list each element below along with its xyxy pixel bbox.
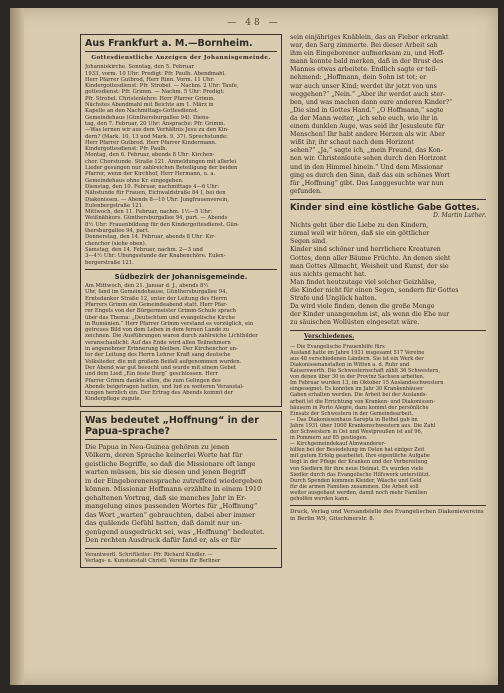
text-line: Samstag, den 14. Februar, nachm. 2—3 und bbox=[85, 246, 203, 253]
text-line: Jahre 1931 über 1000 Krankenschwestern aus. Die Zahl bbox=[290, 422, 436, 429]
publisher-line: Verlags- u. Kunstanstalt Christl. Vereins für Berliner bbox=[85, 557, 221, 564]
kinder-body bbox=[290, 222, 486, 327]
divider bbox=[85, 269, 277, 270]
text-line: rer Engels von der Bürgermeister Grimm-Schule sprach bbox=[85, 308, 237, 315]
text-line: Kapelle an den Nachmittags-Gottesdienst. bbox=[85, 108, 199, 115]
text-line: geistliche Begriffe, so daß die Missionare oft lange bbox=[85, 459, 256, 468]
text-line: eingesegnet. Es konnten im Jahr 30 Krankenhäuser bbox=[290, 386, 424, 393]
text-line: tag, den 7. Februar, 20 Uhr: Ansprache: Pfr. Grimm. bbox=[85, 120, 226, 127]
text-line: Weißnähkurs. Günthersburgallee 94, part. — Abends bbox=[85, 215, 228, 222]
text-line: das quälende Gefühl hatten, daß damit nur un- bbox=[85, 519, 243, 528]
text-line: da der Mann weiter, „ich sehe euch, wie ihr in bbox=[290, 114, 438, 122]
text-line: —Was lernen wir aus dem Verhältnis Jesu zu den Kin- bbox=[85, 127, 229, 134]
text-line: die Kinder nicht für einen Segen, sondern für Gottes bbox=[290, 286, 459, 294]
text-line: in der Eingeborenensprache zutreffend wiedergeben bbox=[85, 476, 263, 485]
hoffnung-title: Was bedeutet „Hoffnung“ in der Papua-sprache? bbox=[85, 415, 277, 440]
text-line: über das Thema: „Deutschtum und evangelische Kirche bbox=[85, 314, 235, 321]
text-line: 1933, vorm. 10 Uhr: Predigt: Pfr. Paulh. Abendmahl. bbox=[85, 70, 226, 77]
text-line: mangelung eines passenden Wortes für „Hoffnung“ bbox=[85, 502, 258, 511]
kinder-heading: Kinder sind eine köstliche Gabe Gottes. bbox=[290, 202, 480, 213]
frankfurt-title: Aus Frankfurt a. M.—Bornheim. bbox=[85, 38, 277, 52]
text-line: Gaben erhalten werden. Die Arbeit bei der Auslands- bbox=[290, 392, 428, 399]
text-line: tungen herzlich ein. Der Ertrag des Abends kommt der bbox=[85, 390, 234, 397]
text-line: Die Papua in Neu-Guinea gehören zu jenen bbox=[85, 442, 230, 451]
text-line: Im Februar wurden 13, im Oktober 15 Auslandsschwestern bbox=[290, 380, 444, 387]
text-line: Diakonissenanstalten in Witten a. d. Ruhr und bbox=[290, 361, 410, 368]
text-line: Menschen! Ihr habt andere Herzen als wir. Aber bbox=[290, 131, 445, 139]
text-line: geholfen werden kann. bbox=[290, 496, 350, 503]
text-line: dern? (Mark. 10, 13 und Mark. 9, 37). Sprechstunde: bbox=[85, 133, 228, 140]
text-line: thersburgallee 94, part. bbox=[85, 228, 150, 235]
text-line: Nähstunde für Frauen, Eichwaldstraße 84 I, bei den bbox=[85, 190, 226, 197]
text-line: und dem Lied „Ein feste Burg“ geschlossen. Herr bbox=[85, 371, 219, 378]
text-line: weiter ausgebaut werden, damit noch mehr Familien bbox=[290, 489, 428, 496]
kinder-author: D. Martin Luther. bbox=[433, 211, 486, 219]
south-title: Südbezirk der Johannisgemeinde. bbox=[114, 272, 248, 281]
right-column bbox=[290, 34, 486, 522]
text-line: in Rumänien.“ Herr Pfarrer Grimm verstand es vorzüglich, ein bbox=[85, 320, 254, 327]
text-line: Herr Pfarrer Gutbrod, Herr Rinn. Vorm. 11 Uhr: bbox=[85, 76, 215, 83]
text-line: arbeit ist die Errichtung von Kranken- und Diakonissen- bbox=[290, 398, 435, 405]
text-line: häusern in Porto Alegre, dazu kommt der persönliche bbox=[290, 404, 429, 411]
text-line: — Kirchgemeindekauf Almwanderer- bbox=[290, 441, 386, 448]
text-line: genügend ausgedrückt sei, was „Hoffnung“ bedeutet. bbox=[85, 527, 265, 536]
text-line: Nichts geht über die Liebe zu den Kindern, bbox=[290, 222, 429, 230]
text-line: getreues Bild von dem Leben in dem fernen Lande zu bbox=[85, 327, 230, 334]
text-line: ter der Leitung des Herrn Lehrer Kraft sang deutsche bbox=[85, 352, 231, 359]
text-line: Ausland hatte im Jahre 1931 insgesamt 517 Vereine bbox=[290, 349, 425, 356]
text-line: Pfarrer Grimm dankte allen, die zum Gelingen des bbox=[85, 377, 221, 384]
text-line: — Die Evangelische Frauenhilfe fürs bbox=[290, 343, 385, 350]
text-line: 3—4½ Uhr: Übungsstunde der Knabenchöre. Eulen- bbox=[85, 253, 226, 260]
text-line: warten müssen, bis sie diesen und jenen Begriff bbox=[85, 468, 246, 477]
text-line: Gottes, denn aller Bäume Früchte. An denen sieht bbox=[290, 254, 451, 262]
text-line: aus 48 verschiedenen Ländern. Sie ist ein Werk der bbox=[290, 355, 424, 362]
text-line: ging es durch den Sinn, daß das ein schönes Wort bbox=[290, 171, 450, 179]
text-line: Donnerstag, den 14. Februar, abends 8 Uhr: Kir- bbox=[85, 234, 216, 241]
frankfurt-body bbox=[85, 64, 277, 266]
text-line: Mannes etwas arbeitete. Endlich sagte er teil- bbox=[290, 66, 438, 74]
text-line: Mittwoch, den 11. Februar, nachm. 1½—5 Uhr: bbox=[85, 209, 213, 216]
text-line: Pfr. Strobel. Christenlehre: Herr Pfarrer Grimm. bbox=[85, 95, 216, 102]
text-line: Johanniskirche. Sonntag, den 5. Februar bbox=[85, 64, 195, 71]
editor-line: Verantwortl. Schriftleiter: Pfr. Richard Kindler. — bbox=[85, 551, 213, 558]
page-spine bbox=[10, 8, 24, 685]
text-line: Erntedanker Straße 12, unter der Leitung des Herrn bbox=[85, 295, 228, 302]
misc-body bbox=[290, 344, 486, 502]
text-line: der Schwestern in Ost und Westpreußen ist auf 96, bbox=[290, 429, 423, 435]
text-line: bergerstraße 121. bbox=[85, 259, 134, 266]
text-line: Nächstes Abendmahl mit Beichte am 1. März in bbox=[85, 102, 214, 109]
text-line: zeichnen. Die Ausführungen waren durch zahlreiche Lichtbilder bbox=[85, 333, 258, 340]
text-line: der Kinder unangenehm ist, als wenn die Ehe nur bbox=[290, 311, 450, 319]
imprint: Druck, Verlag und Versandstelle des Evangelischen Diakonievereins in Berlin W9, Gitschinerstr. 8. bbox=[290, 509, 484, 522]
divider bbox=[290, 199, 486, 200]
text-line: Strafe und Unglück halten. bbox=[290, 295, 377, 303]
text-line: Man findet heutzutage viel solcher Geizhälse, bbox=[290, 278, 437, 286]
text-line: man Gottes Allmacht, Weisheit und Kunst, der sie bbox=[290, 262, 449, 270]
text-line: Diakonissen. — Abends 8—10 Uhr: Jungfrauenverein, bbox=[85, 196, 229, 203]
text-line: chenchor (siehe oben). bbox=[85, 240, 147, 247]
misc-title: Verschiedenes. bbox=[304, 333, 355, 341]
text-line: Kaiserswerth. Die Schwesternschaft zählt 36 Schwestern, bbox=[290, 368, 440, 375]
document-page bbox=[10, 8, 498, 685]
text-line: 8½ Uhr: Frauenbildung für den Kindergottesdienst. Gün- bbox=[85, 221, 240, 228]
text-line: Kinderpflege zugute. bbox=[85, 396, 142, 403]
text-line: Lieder gesungen nur zahlreichen Beteiligung der beiden bbox=[85, 165, 238, 172]
text-line: sein einjähriges Knäblein, das an Fieber erkrankt bbox=[290, 34, 449, 41]
text-line: „Die sind in Gottes Hand.“ „O Hoffmann,“ sagte bbox=[290, 106, 444, 114]
text-line: Pfarrer, wenn der Kirchhof, Herr Hermann, u. a. bbox=[85, 171, 216, 178]
text-line: von denen über 30 in der Provinz Sachsen arbeiten. bbox=[290, 374, 425, 381]
story-continuation bbox=[290, 34, 486, 196]
text-line: war auch unser Kind; werdet ihr jetzt von uns bbox=[290, 82, 437, 90]
text-line: Volkslieder, die mit großem Beifall aufgenommen wurden. bbox=[85, 358, 242, 365]
text-line: hilfen bei der Besiedelung im Osten hat einiger Zeit bbox=[290, 447, 425, 454]
frankfurt-box bbox=[80, 34, 282, 407]
hoffnung-body bbox=[85, 443, 277, 545]
text-line: ihm ein Eingeborener aufmerksam zu, und Hoff- bbox=[290, 50, 445, 58]
text-line: für „Hoffnung“ gibt. Das Langgesuchte war nun bbox=[290, 179, 444, 187]
text-line: Eulenbergstraße 121. bbox=[85, 202, 144, 209]
text-line: Den rechten Ausdruck dafür fand er, als er für bbox=[85, 536, 241, 545]
text-line: weggehen?“ „Nein.“ „Aber ihr werdet auch ster- bbox=[290, 90, 446, 98]
text-line: in Pommern auf 85 gestiegen. bbox=[290, 435, 368, 442]
text-line: für die armen Familien zusammen. Die Arbeit soll bbox=[290, 483, 419, 490]
text-line: Siedler durch das Evangelische Hilfswerk unterstützt. bbox=[290, 471, 431, 478]
text-line: veranschaulicht. Auf das Ende wird allen Teilnehmern bbox=[85, 339, 231, 346]
left-column bbox=[80, 34, 282, 572]
text-line: gehaltenen Vortrag, daß sie manches Jahr in Er- bbox=[85, 493, 247, 502]
text-line: Am Mittwoch, den 21. Januar d. J., abends 8½ bbox=[85, 283, 209, 290]
text-line: Kindergottesdienst: Pfr. Strobel. — Nachm. 2 Uhr: Taufe, bbox=[85, 83, 239, 90]
page-number: — 48 — bbox=[227, 18, 281, 28]
frankfurt-subtitle: Gottesdienstliche Anzeigen der Johannisgemeinde. bbox=[91, 55, 271, 61]
text-line: können. Missionar Hoffmann erzählte in einem 1910 bbox=[85, 485, 262, 494]
text-line: nen wir. Christenleute sehen durch den Horizont bbox=[290, 155, 447, 163]
text-line: Gemeindehaus ohne Kr. eingegeben. bbox=[85, 177, 184, 184]
text-line: Dienstag, den 10. Februar, nachmittags 4—6 Uhr: bbox=[85, 183, 220, 190]
divider bbox=[290, 505, 486, 506]
text-line: liegt in der Pflege der Kranken und der Vorbereitung bbox=[290, 459, 428, 466]
text-line: zu säuischen Wollüsten eingesetzt wäre. bbox=[290, 319, 420, 327]
text-line: mit gutem Erfolg gearbeitet. Ihre eigentliche Aufgabe bbox=[290, 453, 430, 460]
text-line: das Wort „warten“ gebrauchten, dabei aber immer bbox=[85, 510, 256, 519]
text-line: wißt ihr, ihr schaut nach dem Horizont bbox=[290, 139, 414, 147]
text-line: chor. Chorstunde. Straße 121. Anmeldungen mit allerlei bbox=[85, 158, 237, 165]
text-line: Der Abend war gut besucht und wurde mit einem Gebet bbox=[85, 364, 237, 371]
text-line: war, den Sarg zimmerte. Bei dieser Arbeit sah bbox=[290, 42, 438, 50]
text-line: gottesdienst: Pfr. Grimm. — Nachm. 5 Uhr: Predigt: bbox=[85, 89, 225, 96]
text-line: nehmend: „Hoffmann, dein Sohn ist tot; er bbox=[290, 74, 427, 82]
text-line: in angenehmer Erinnerung bleiben. Der Kirchenchor un- bbox=[85, 346, 239, 353]
text-line: aus nichts gemacht hat. bbox=[290, 270, 367, 278]
hoffnung-box bbox=[80, 411, 282, 568]
text-line: Montag, den 6. Februar, abends 8 Uhr: Kirchen- bbox=[85, 152, 215, 159]
text-line: und in den Himmel hinein.“ Und dem Missionar bbox=[290, 163, 444, 171]
text-line: Da wird viele finden, denen die große Menge bbox=[290, 303, 435, 311]
text-line: — Das Diakonissenhaus Sarepta in Bethel gab im bbox=[290, 416, 418, 423]
south-body bbox=[85, 283, 277, 403]
text-line: gefunden. bbox=[290, 187, 323, 195]
text-line: mann konnte bald merken, daß in der Brust des bbox=[290, 58, 444, 66]
text-line: sehen?“ „Ja,“ sagte ich, „mein Freund, das Kon- bbox=[290, 147, 443, 155]
text-line: Durch Spenden kommen Kleider, Wäsche und Geld bbox=[290, 477, 422, 484]
text-line: einem dunklen Auge, was seid ihr Jesusleute für bbox=[290, 123, 445, 131]
divider bbox=[85, 548, 277, 549]
text-line: Einsatz der Schwestern in der Gemeindearbeit. bbox=[290, 410, 413, 417]
text-line: Kinder sind schöner und herrlichere Kreaturen bbox=[290, 246, 441, 254]
text-line: Gemeindehaus (Günthersburgallee 94). Diens- bbox=[85, 114, 210, 121]
text-line: Abends beigetragen hatten, und lud zu weiteren Veranstal- bbox=[85, 383, 244, 390]
text-line: Uhr, fand im Gemeindehause, Günthersburgallee 94, bbox=[85, 289, 228, 296]
text-line: ben, und was machen dann eure anderen Kinder?“ bbox=[290, 98, 453, 106]
divider bbox=[290, 330, 486, 331]
text-line: zumal weil wir hören, daß sie ein göttlicher bbox=[290, 230, 430, 238]
text-line: Kindergottesdienst: Pfr. Paulh. bbox=[85, 146, 168, 153]
text-line: Pfarrers Grimm ein Gemeindeabend statt. Herr Pfar- bbox=[85, 301, 228, 308]
text-line: Herr Pfarrer Gutbrod. Herr Pfarrer Kindermann. bbox=[85, 139, 217, 146]
text-line: Völkern, deren Sprache keinerlei Worte hat für bbox=[85, 451, 243, 460]
text-line: Segen sind. bbox=[290, 238, 328, 246]
text-line: von Siedlern für ihre neue Heimat. Es wurden viele bbox=[290, 465, 424, 472]
